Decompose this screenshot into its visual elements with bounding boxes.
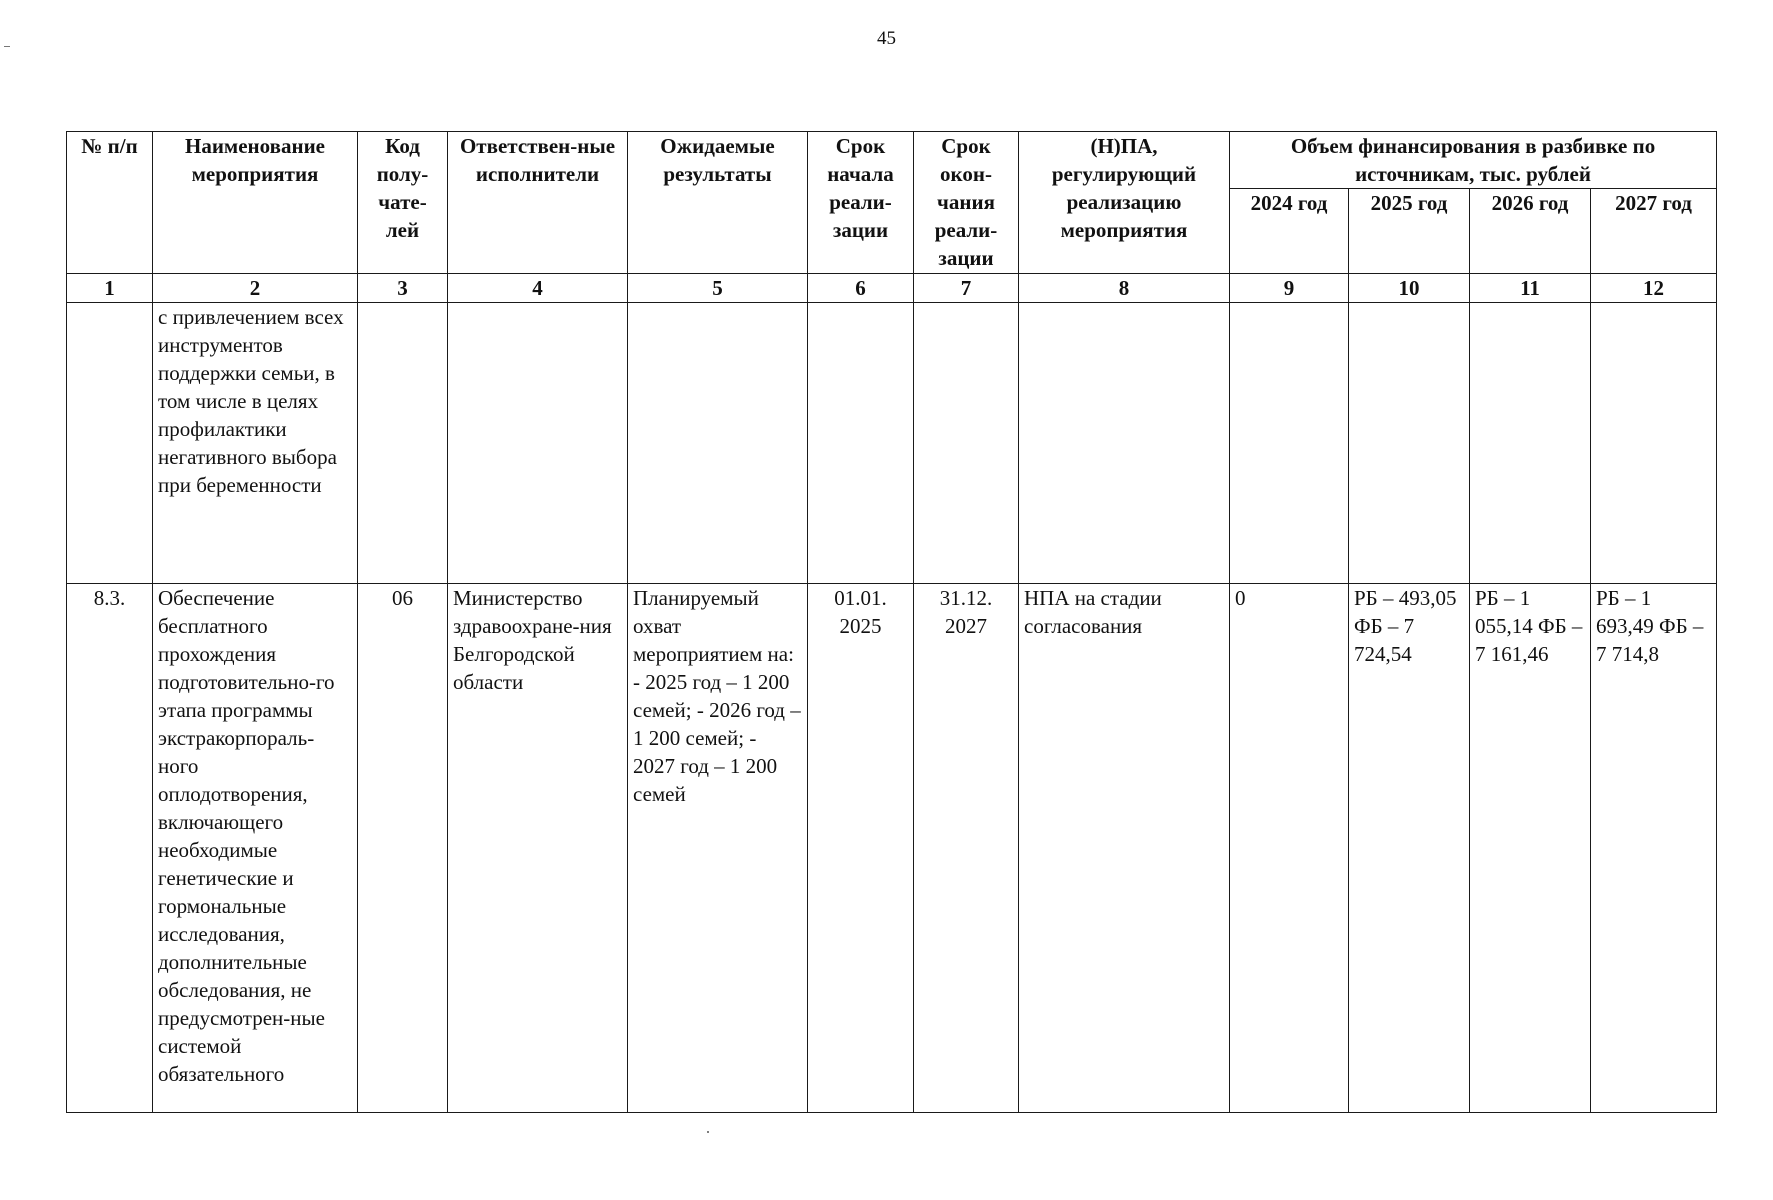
cell-y2026 <box>1470 303 1591 584</box>
cell-end <box>914 303 1019 584</box>
cell-y2024 <box>1230 303 1349 584</box>
cell-y2025 <box>1349 303 1470 584</box>
cell-npa <box>1019 303 1230 584</box>
column-number: 6 <box>808 274 914 303</box>
cell-num <box>67 303 153 584</box>
column-numbers-row <box>67 274 1717 303</box>
header-year-2027: 2027 год <box>1591 189 1717 274</box>
column-number: 8 <box>1019 274 1230 303</box>
cell-num: 8.3. <box>67 584 153 1113</box>
column-number: 5 <box>628 274 808 303</box>
header-npa: (Н)ПА, регулирующий реализацию мероприятия <box>1019 132 1230 274</box>
column-number: 11 <box>1470 274 1591 303</box>
financing-table <box>66 131 1717 1113</box>
page-number: 45 <box>877 28 896 49</box>
header-num: № п/п <box>67 132 153 274</box>
scan-artifact <box>707 1131 709 1133</box>
column-number: 9 <box>1230 274 1349 303</box>
cell-code <box>358 303 448 584</box>
header-code: Код полу-чате-лей <box>358 132 448 274</box>
cell-name: Обеспечение бесплатного прохождения подготовительно-го этапа программы экстракорпораль-ного оплодотворения, включающего необходимые генетические и гормональные исследования, дополнительные обследования, не предусмотрен-ные системой обязательного <box>153 584 358 1113</box>
column-number: 3 <box>358 274 448 303</box>
cell-y2024: 0 <box>1230 584 1349 1113</box>
cell-y2027: РБ – 1 693,49 ФБ – 7 714,8 <box>1591 584 1717 1113</box>
cell-y2025: РБ – 493,05 ФБ – 7 724,54 <box>1349 584 1470 1113</box>
header-results: Ожидаемые результаты <box>628 132 808 274</box>
header-financing: Объем финансирования в разбивке по источникам, тыс. рублей <box>1230 132 1717 189</box>
column-number: 2 <box>153 274 358 303</box>
cell-name: с привлечением всех инструментов поддержки семьи, в том числе в целях профилактики негативного выбора при беременности <box>153 303 358 584</box>
cell-start: 01.01. 2025 <box>808 584 914 1113</box>
column-number: 7 <box>914 274 1019 303</box>
cell-y2026: РБ – 1 055,14 ФБ – 7 161,46 <box>1470 584 1591 1113</box>
table-row-continuation <box>67 303 1717 584</box>
header-year-2025: 2025 год <box>1349 189 1470 274</box>
cell-executors: Министерство здравоохране-ния Белгородской области <box>448 584 628 1113</box>
cell-results <box>628 303 808 584</box>
cell-y2027 <box>1591 303 1717 584</box>
cell-executors <box>448 303 628 584</box>
column-number: 12 <box>1591 274 1717 303</box>
header-year-2026: 2026 год <box>1470 189 1591 274</box>
column-number: 1 <box>67 274 153 303</box>
cell-start <box>808 303 914 584</box>
header-year-2024: 2024 год <box>1230 189 1349 274</box>
column-number: 4 <box>448 274 628 303</box>
cell-end: 31.12. 2027 <box>914 584 1019 1113</box>
header-name: Наименование мероприятия <box>153 132 358 274</box>
header-executors: Ответствен-ные исполнители <box>448 132 628 274</box>
table-row-8-3 <box>67 584 1717 1113</box>
cell-npa: НПА на стадии согласования <box>1019 584 1230 1113</box>
cell-code: 06 <box>358 584 448 1113</box>
header-start: Срок начала реали-зации <box>808 132 914 274</box>
cell-results: Планируемый охват мероприятием на: - 2025 год – 1 200 семей; - 2026 год – 1 200 семей; - 2027 год – 1 200 семей <box>628 584 808 1113</box>
header-end: Срок окон-чания реали-зации <box>914 132 1019 274</box>
column-number: 10 <box>1349 274 1470 303</box>
